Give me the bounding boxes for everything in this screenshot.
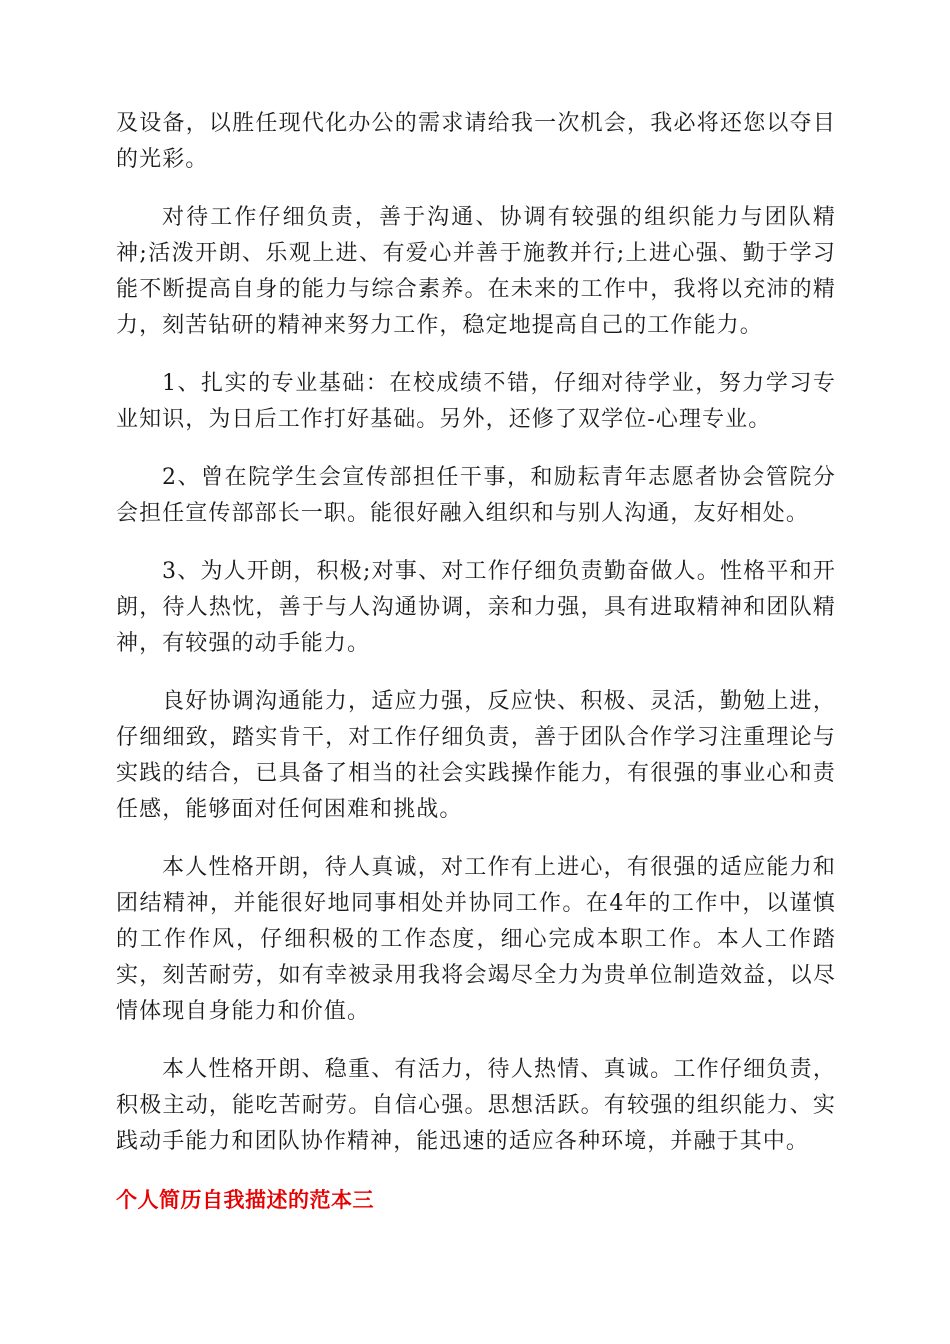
paragraph-communication: 良好协调沟通能力，适应力强，反应快、积极、灵活，勤勉上进，仔细细致，踏实肯干，对工作仔细负责，善于团队合作学习注重理论与实践的结合，已具备了相当的社会实践操作能力，有很强的事业心和责任感，能够面对任何困难和挑战。 xyxy=(116,689,836,822)
paragraph-personality-1: 本人性格开朗，待人真诚，对工作有上进心，有很强的适应能力和团结精神，并能很好地同事相处并协同工作。在4年的工作中，以谨慎的工作作风，仔细积极的工作态度，细心完成本职工作。本人工作踏实，刻苦耐劳，如有幸被录用我将会竭尽全力为贵单位制造效益，以尽情体现自身能力和价值。 xyxy=(116,855,836,1024)
paragraph-point-3: 3、为人开朗，积极;对事、对工作仔细负责勤奋做人。性格平和开朗，待人热忱，善于与人沟通协调，亲和力强，具有进取精神和团队精神，有较强的动手能力。 xyxy=(116,559,836,656)
section-heading: 个人简历自我描述的范本三 xyxy=(116,1188,374,1212)
paragraph-continuation: 及设备，以胜任现代化办公的需求请给我一次机会，我必将还您以夺目的光彩。 xyxy=(116,111,836,172)
paragraph-point-2: 2、曾在院学生会宣传部担任干事，和励耘青年志愿者协会管院分会担任宣传部部长一职。能很好融入组织和与别人沟通，友好相处。 xyxy=(116,465,836,526)
document-page xyxy=(116,106,836,1218)
paragraph-point-1: 1、扎实的专业基础：在校成绩不错，仔细对待学业，努力学习专业知识，为日后工作打好基础。另外，还修了双学位-心理专业。 xyxy=(116,371,836,432)
paragraph-work-attitude: 对待工作仔细负责，善于沟通、协调有较强的组织能力与团队精神;活泼开朗、乐观上进、有爱心并善于施教并行;上进心强、勤于学习能不断提高自身的能力与综合素养。在未来的工作中，我将以充沛的精力，刻苦钻研的精神来努力工作，稳定地提高自己的工作能力。 xyxy=(116,205,836,338)
paragraph-personality-2: 本人性格开朗、稳重、有活力，待人热情、真诚。工作仔细负责，积极主动，能吃苦耐劳。自信心强。思想活跃。有较强的组织能力、实践动手能力和团队协作精神，能迅速的适应各种环境，并融于其中。 xyxy=(116,1057,836,1154)
